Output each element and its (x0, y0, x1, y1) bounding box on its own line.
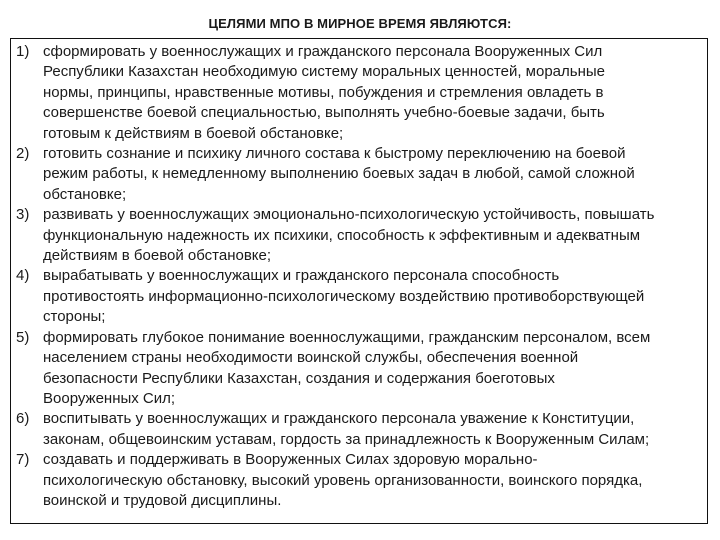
list-item (11, 266, 707, 327)
list-item-number: 4) (16, 267, 30, 285)
list-item-number: 1) (16, 43, 30, 60)
list-item-text-line: нормы, принципы, нравственные мотивы, побуждения и стремления овладеть в (43, 83, 604, 101)
list-item-text-line: психологическую обстановку, высокий уровень организованности, воинского порядка, (43, 471, 643, 489)
list-item-number: 5) (16, 328, 30, 346)
list-item-text-line: вырабатывать у военнослужащих и гражданского персонала способность (43, 267, 560, 285)
list-item-number: 6) (16, 410, 30, 428)
list-item-text-line: режим работы, к немедленному выполнению боевых задач в любой, самой сложной (43, 165, 635, 183)
list-item-text-line: создавать и поддерживать в Вооруженных Силах здоровую морально- (43, 451, 538, 469)
list-item-text-line: совершенстве боевой специальностью, выполнять учебно-боевые задачи, быть (43, 104, 605, 122)
list-item-number: 3) (16, 206, 30, 224)
list-item-text-line: готовым к действиям в боевой обстановке; (43, 124, 344, 142)
list-item-text-line: формировать глубокое понимание военнослужащими, гражданским персоналом, всем (43, 328, 651, 346)
list-item-text-line: воинской и трудовой дисциплины. (43, 491, 282, 509)
list-item (11, 328, 707, 410)
list-item (11, 450, 707, 511)
list-item (11, 409, 707, 450)
list-item-text-line: противостоять информационно-психологическому воздействию противоборствующей (43, 287, 645, 305)
list-item-text-line: безопасности Республики Казахстан, создания и содержания боеготовых (43, 369, 555, 387)
list-item-text-line: Вооруженных Сил; (43, 389, 176, 407)
page-title: ЦЕЛЯМИ МПО В МИРНОЕ ВРЕМЯ ЯВЛЯЮТСЯ: (208, 16, 512, 31)
list-item-text-line: развивать у военнослужащих эмоционально-психологическую устойчивость, повышать (43, 206, 655, 224)
list-item-number: 7) (16, 451, 30, 469)
list-item (11, 42, 707, 144)
list-item-text-line: воспитывать у военнослужащих и гражданского персонала уважение к Конституции, (43, 410, 635, 428)
list-item-text-line: обстановке; (43, 185, 127, 203)
list-item-text-line: функциональную надежность их психики, способность к эффективным и адекватным (43, 226, 641, 244)
list-item (11, 144, 707, 205)
list-item-text-line: стороны; (43, 308, 106, 326)
list-item-text-line: готовить сознание и психику личного состава к быстрому переключению на боевой (43, 145, 626, 163)
list-item-text-line: сформировать у военнослужащих и гражданского персонала Вооруженных Сил (43, 43, 603, 60)
goals-list (10, 38, 708, 524)
list-item-text-line: действиям в боевой обстановке; (43, 247, 272, 265)
list-item-text-line: законам, общевоинским уставам, гордость за принадлежность к Вооруженным Силам; (43, 430, 650, 448)
list-item-text-line: населением страны необходимости воинской службы, обеспечения военной (43, 349, 579, 367)
list-item (11, 205, 707, 266)
list-item-number: 2) (16, 145, 30, 163)
list-item-text-line: Республики Казахстан необходимую систему моральных ценностей, моральные (43, 63, 605, 81)
